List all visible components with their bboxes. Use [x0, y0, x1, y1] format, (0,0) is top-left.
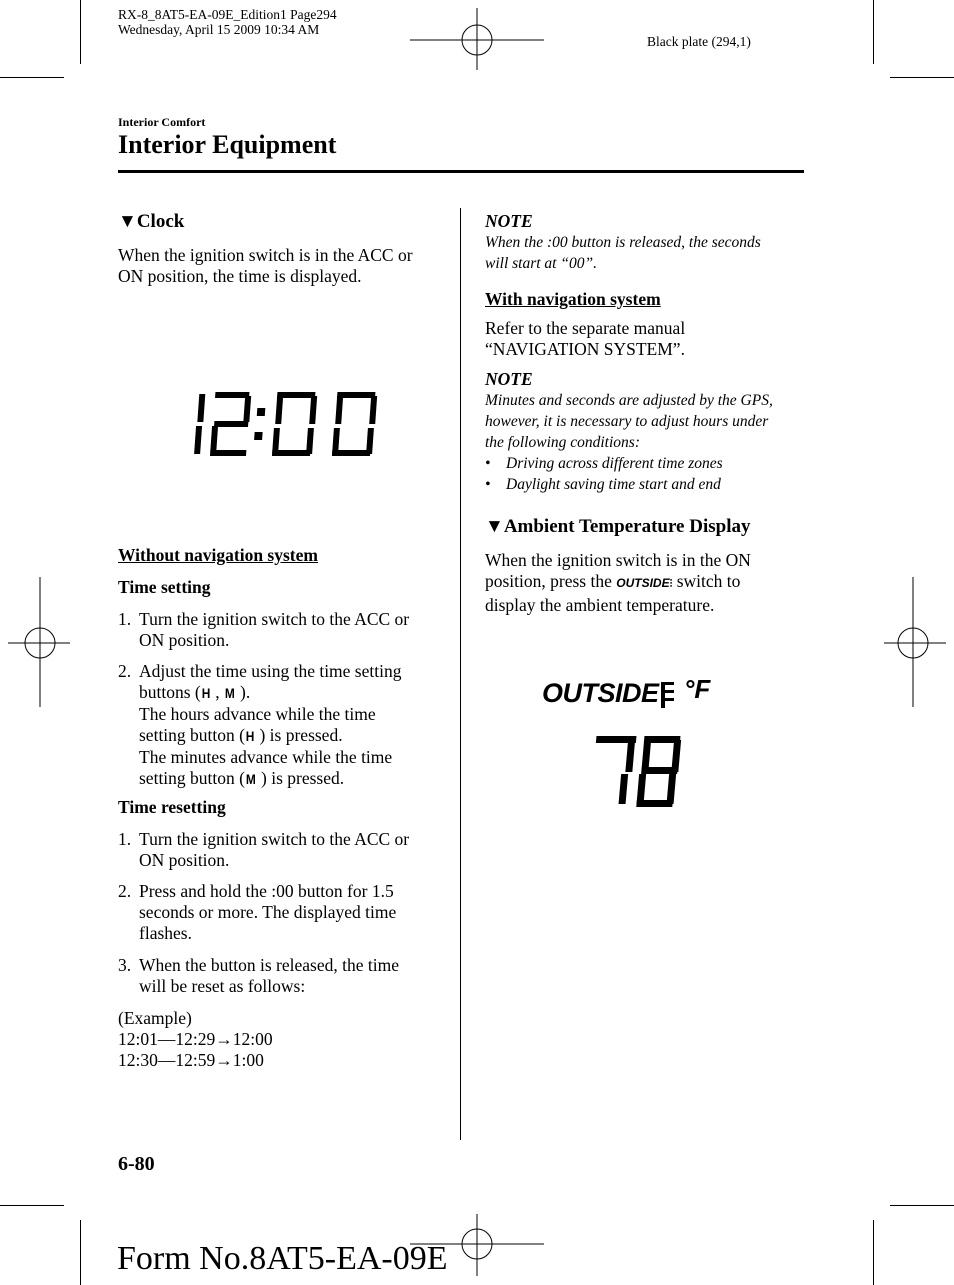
title-rule: [118, 170, 804, 173]
registration-mark-top: [410, 8, 544, 70]
time-resetting-heading: Time resetting: [118, 797, 226, 817]
temperature-unit: °F: [684, 674, 711, 704]
clock-intro: When the ignition switch is in the ACC or ON position, the time is displayed.: [118, 245, 413, 286]
crop-mark: [0, 1205, 64, 1206]
form-number: Form No.8AT5-EA-09E: [117, 1240, 448, 1277]
list-item: 2. Adjust the time using the time setting buttons (H , M ). The hours advance while the time setting button (H ) is pressed. The minutes advance while the time setting button (M ) is pressed.: [118, 661, 402, 788]
page-number: 6-80: [118, 1153, 155, 1175]
with-nav-heading: With navigation system: [485, 289, 661, 309]
list-item: 1. Turn the ignition switch to the ACC or ON position.: [118, 609, 410, 650]
crop-mark: [890, 77, 954, 78]
print-header-line2: Wednesday, April 15 2009 10:34 AM: [118, 22, 320, 37]
list-item: 1. Turn the ignition switch to the ACC or ON position.: [118, 829, 410, 870]
note-text: When the :00 button is released, the seconds will start at “00”.: [485, 234, 761, 272]
print-header-line1: RX-8_8AT5-EA-09E_Edition1 Page294: [118, 7, 337, 22]
plate-label: Black plate (294,1): [647, 34, 751, 49]
triangle-down-icon: ▼: [485, 516, 504, 537]
clock-display: [190, 384, 395, 464]
registration-mark-right: [884, 577, 946, 707]
temperature-display: [585, 730, 685, 812]
ambient-heading: ▼Ambient Temperature Display: [485, 516, 751, 537]
clock-heading: ▼Clock: [118, 211, 185, 232]
ambient-text: When the ignition switch is in the ON position, press the OUTSIDE⫶ switch to display the ambient temperature.: [485, 550, 751, 615]
example-block: (Example) 12:01―12:29→12:00 12:30―12:59→1:00: [118, 1008, 273, 1070]
note-text: Minutes and seconds are adjusted by the GPS, however, it is necessary to adjust hours under the following conditions:: [485, 392, 773, 451]
crop-mark: [80, 1220, 81, 1285]
hour-button-icon: H: [245, 728, 255, 744]
list-item: 3. When the button is released, the time will be reset as follows:: [118, 955, 399, 996]
without-nav-heading: Without navigation system: [118, 545, 318, 565]
outside-button-icon: OUTSIDE: [616, 576, 670, 590]
page-title: Interior Equipment: [118, 130, 337, 159]
crop-mark: [0, 77, 64, 78]
registration-mark-left: [8, 577, 70, 707]
section-label: Interior Comfort: [118, 115, 206, 129]
hour-button-icon: H: [201, 685, 211, 701]
crop-mark: [80, 0, 81, 64]
time-setting-heading: Time setting: [118, 577, 211, 597]
column-divider: [460, 208, 461, 1140]
triangle-down-icon: ▼: [118, 211, 137, 232]
bullet-list: [485, 453, 723, 495]
outside-label: OUTSIDE: [542, 678, 659, 708]
refer-text: Refer to the separate manual “NAVIGATION SYSTEM”.: [485, 318, 686, 359]
crop-mark: [873, 0, 874, 64]
note-heading: NOTE: [485, 211, 533, 231]
crop-mark: [890, 1205, 954, 1206]
minute-button-icon: M: [245, 771, 256, 787]
list-item: • Driving across different time zones: [485, 455, 723, 472]
minute-button-icon: M: [224, 685, 235, 701]
note-heading: NOTE: [485, 369, 533, 389]
list-item: • Daylight saving time start and end: [485, 476, 721, 493]
crop-mark: [873, 1220, 874, 1285]
list-item: 2. Press and hold the :00 button for 1.5 seconds or more. The displayed time flashes.: [118, 881, 397, 943]
